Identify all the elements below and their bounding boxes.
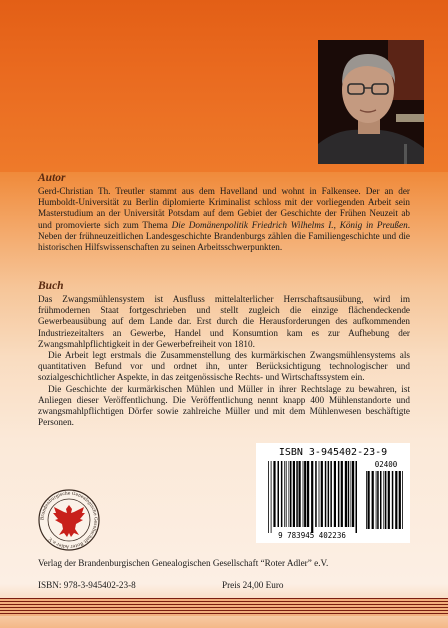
barcode-bar bbox=[338, 461, 340, 527]
barcode-bar bbox=[271, 461, 272, 533]
addon-bars bbox=[366, 471, 403, 529]
barcode-bar bbox=[325, 461, 327, 527]
barcode-ean-digits: 9 783945 402236 bbox=[278, 531, 346, 540]
barcode-bar bbox=[268, 461, 269, 533]
roter-adler-seal bbox=[38, 489, 100, 551]
isbn-line: ISBN: 978-3-945402-23-8 bbox=[38, 580, 136, 590]
barcode-bar bbox=[377, 471, 379, 529]
barcode-bar bbox=[351, 461, 352, 527]
barcode-bar bbox=[293, 461, 295, 527]
author-heading: Autor bbox=[38, 172, 66, 184]
barcode-bar bbox=[328, 461, 330, 527]
barcode-bar bbox=[345, 461, 347, 527]
barcode-bar bbox=[341, 461, 343, 527]
barcode-bar bbox=[395, 471, 397, 529]
barcode-bar bbox=[352, 461, 354, 527]
ean-bars bbox=[268, 461, 357, 533]
barcode-bar bbox=[319, 461, 320, 527]
author-text bbox=[38, 186, 410, 253]
author-photo bbox=[318, 40, 424, 164]
barcode-bar bbox=[383, 471, 384, 529]
decorative-stripes bbox=[0, 598, 448, 616]
barcode-bar bbox=[307, 461, 309, 527]
barcode-bar bbox=[284, 461, 285, 527]
barcode-bar bbox=[392, 471, 394, 529]
barcode-bar bbox=[402, 471, 403, 529]
barcode-bar bbox=[304, 461, 306, 527]
barcode-bar bbox=[334, 461, 336, 527]
author-paragraph: Gerd-Christian Th. Treutler stammt aus dem Havelland und wohnt in Falkensee. Der an der Humboldt-Universität zu Berlin diplomierte Kriminalist schloss mit der vorliegenden Arbeit sein Masterstudium an der Universität Potsdam auf dem Gebiet der Geschichte der Frühen Neuzeit ab und promovierte sich zum Thema Die Domänenpolitik Friedrich Wilhelms I., König in Preußen. Neben der frühneuzeitlichen Landesgeschichte Brandenburgs zählen die Familiengeschichte und die historischen Hilfswissenschaften zu seinen Arbeitsschwerpunkten. bbox=[38, 186, 410, 253]
barcode-bar bbox=[376, 471, 377, 529]
book-paragraph-2: Die Arbeit legt erstmals die Zusammenstellung des kurmärkischen Zwangsmühlensystems als quantitativen Befund vor und ordnet ihn, unter Berücksichtigung technologischer und sozialgeschichtlicher Aspekte, in das zeitgenössische Rechts- und Wirtschaftssystem ein. bbox=[38, 350, 410, 383]
barcode-bar bbox=[330, 461, 332, 527]
barcode-bar bbox=[356, 461, 358, 533]
book-paragraph-3: Die Geschichte der kurmärkischen Mühlen und Müller in ihrer Rechtslage zu bewahren, ist Anliegen dieser Veröffentlichung. Die Veröffentlichung nennt knapp 400 Mühlenstandorte und zwangsmahlpflichtigen Dörfer sowie zahlreiche Müller und mit dem Mühlenwesen beschäftigte Personen. bbox=[38, 383, 410, 428]
barcode-bar bbox=[303, 461, 304, 527]
barcode-bar bbox=[286, 461, 287, 527]
barcode-bar bbox=[311, 461, 313, 533]
barcode-bar bbox=[366, 471, 367, 529]
barcode-bar bbox=[273, 461, 275, 527]
barcode-bar bbox=[348, 461, 350, 527]
barcode-bar bbox=[315, 461, 317, 527]
barcode-bar bbox=[372, 471, 374, 529]
barcode-bar bbox=[380, 471, 382, 529]
barcode-bar bbox=[385, 471, 387, 529]
barcode-bar bbox=[299, 461, 301, 527]
book-text bbox=[38, 294, 410, 428]
price-line: Preis 24,00 Euro bbox=[222, 580, 284, 590]
barcode-bar bbox=[368, 471, 370, 529]
barcode-bar bbox=[296, 461, 298, 527]
barcode-bar bbox=[399, 471, 401, 529]
barcode-bar bbox=[290, 461, 292, 527]
barcode-bar bbox=[281, 461, 283, 527]
book-paragraph-1: Das Zwangsmühlensystem ist Ausfluss mittelalterlicher Herrschaftsausübung, wird im frühmodernen Staat fortgeschrieben und stellt zugleich die einzige flächendeckende Gewerbeausübung auf dem Lande dar. Erst durch die Herausforderungen des aufkommenden Industriezeitalters an Gewerbe, Handel und Konsumtion kam es zur Aufhebung der Zwangsmahlpflichtigkeit in der Gewerbefreiheit von 1810. bbox=[38, 294, 410, 349]
dissertation-title: Die Domänenpolitik Friedrich Wilhelms I., König in Preußen bbox=[171, 219, 408, 230]
book-heading: Buch bbox=[38, 280, 64, 292]
barcode-addon-digits: 02400 bbox=[374, 460, 398, 469]
barcode-bar bbox=[278, 461, 280, 527]
svg-text:Brandenburgische Genealogische: Brandenburgische Genealogische Gesellschaft Roter Adler e.V. bbox=[40, 491, 98, 549]
barcode-bar bbox=[388, 471, 390, 529]
barcode-bar bbox=[289, 461, 290, 527]
publisher-line: Verlag der Brandenburgischen Genealogischen Gesellschaft “Roter Adler” e.V. bbox=[38, 558, 329, 568]
barcode-bar bbox=[321, 461, 323, 527]
barcode-isbn-text: ISBN 3-945402-23-9 bbox=[278, 447, 388, 458]
isbn-barcode bbox=[256, 443, 410, 543]
